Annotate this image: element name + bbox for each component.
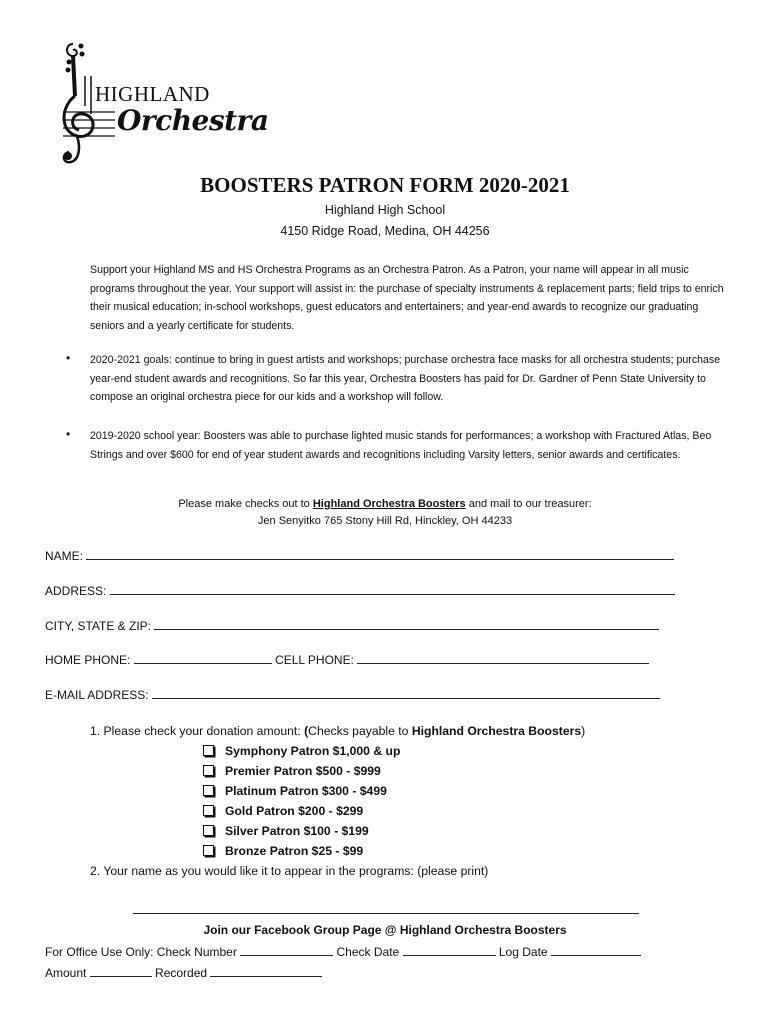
school-name: Highland High School xyxy=(324,203,446,217)
recorded-label: Recorded xyxy=(151,966,211,980)
office-use-row xyxy=(45,944,641,959)
facebook-group-text: Join our Facebook Group Page @ Highland Orchestra Boosters xyxy=(203,923,567,937)
home-phone-input-line[interactable] xyxy=(134,652,272,664)
treasurer-address: Jen Senyitko 765 Stony Hill Rd, Hinckley, OH 44233 xyxy=(257,515,513,527)
name-input-line[interactable] xyxy=(86,548,674,560)
bullet-dot: • xyxy=(66,351,71,365)
option-symphony[interactable]: Symphony Patron $1,000 & up xyxy=(203,744,400,758)
office-amount-row xyxy=(45,965,322,980)
cell-phone-label: CELL PHONE: xyxy=(271,653,358,667)
email-label: E-MAIL ADDRESS: xyxy=(45,688,152,702)
home-phone-label: HOME PHONE: xyxy=(45,653,134,667)
payee-name: Highland Orchestra Boosters xyxy=(312,498,466,510)
logo-text-highland: HIGHLAND xyxy=(95,82,210,106)
email-field-row xyxy=(45,687,660,702)
checkbox-silver[interactable] xyxy=(203,825,214,836)
intro-paragraph: Support your Highland MS and HS Orchestra Programs as an Orchestra Patron. As a Patron, your name will appear in all music programs throughout the year. Your support will assist in: the purchase of specialty instruments & replacement parts; field trips to enrich their musical education; in-school workshops, guest educators and entertainers; and year-end awards to recognize our graduating seniors and a yearly certificate for students. xyxy=(90,264,724,332)
email-input-line[interactable] xyxy=(152,687,660,699)
logo-text-orchestra: Orchestra xyxy=(117,104,269,137)
check-instructions: Please make checks out to Highland Orchestra Boosters and mail to our treasurer: xyxy=(178,498,592,510)
form-title: BOOSTERS PATRON FORM 2020-2021 xyxy=(200,173,570,197)
address-label: ADDRESS: xyxy=(45,584,110,598)
checkbox-symphony[interactable] xyxy=(203,745,214,756)
checkbox-gold[interactable] xyxy=(203,805,214,816)
phone-field-row xyxy=(45,652,649,667)
office-use-label: For Office Use Only: Check Number xyxy=(45,945,241,959)
log-date-label: Log Date xyxy=(495,945,551,959)
option-platinum[interactable]: Platinum Patron $300 - $499 xyxy=(203,784,387,798)
address-input-line[interactable] xyxy=(110,583,675,595)
bullet-past-year: 2019-2020 school year: Boosters was able to purchase lighted music stands for performances; a workshop with Fractured Atlas, Beo Strings and over $600 for end of year student awards and recognitions including Varsity letters, senior awards and certificates. xyxy=(90,430,712,461)
checkbox-bronze[interactable] xyxy=(203,845,214,856)
amount-line[interactable] xyxy=(90,965,152,977)
program-name-input-line[interactable] xyxy=(133,902,639,914)
check-number-line[interactable] xyxy=(240,944,333,956)
city-state-zip-input-line[interactable] xyxy=(154,618,659,630)
donation-question: 1. Please check your donation amount: (Checks payable to Highland Orchestra Boosters) xyxy=(90,724,586,738)
option-gold[interactable]: Gold Patron $200 - $299 xyxy=(203,804,363,818)
option-premier[interactable]: Premier Patron $500 - $999 xyxy=(203,764,381,778)
checkbox-premier[interactable] xyxy=(203,765,214,776)
cell-phone-input-line[interactable] xyxy=(357,652,649,664)
address-field-row xyxy=(45,583,675,598)
city-state-zip-label: CITY, STATE & ZIP: xyxy=(45,619,155,633)
name-field-row xyxy=(45,548,674,563)
amount-label: Amount xyxy=(45,966,90,980)
recorded-line[interactable] xyxy=(210,965,322,977)
name-label: NAME: xyxy=(45,549,87,563)
city-field-row xyxy=(45,618,659,633)
check-date-line[interactable] xyxy=(403,944,496,956)
option-bronze[interactable]: Bronze Patron $25 - $99 xyxy=(203,844,363,858)
program-name-question: 2. Your name as you would like it to appear in the programs: (please print) xyxy=(90,864,489,878)
option-silver[interactable]: Silver Patron $100 - $199 xyxy=(203,824,369,838)
bullet-goals: 2020-2021 goals: continue to bring in guest artists and workshops; purchase orchestra face masks for all orchestra students; purchase year-end student awards and recognitions. So far this year, Orchestra Boosters has paid for Dr. Gardner of Penn State University to compose an original orchestra piece for our kids and a workshop will follow. xyxy=(90,354,721,404)
program-name-row xyxy=(133,902,639,917)
school-address: 4150 Ridge Road, Medina, OH 44256 xyxy=(280,224,490,238)
log-date-line[interactable] xyxy=(551,944,641,956)
bullet-dot: • xyxy=(66,427,71,441)
checkbox-platinum[interactable] xyxy=(203,785,214,796)
check-date-label: Check Date xyxy=(333,945,403,959)
